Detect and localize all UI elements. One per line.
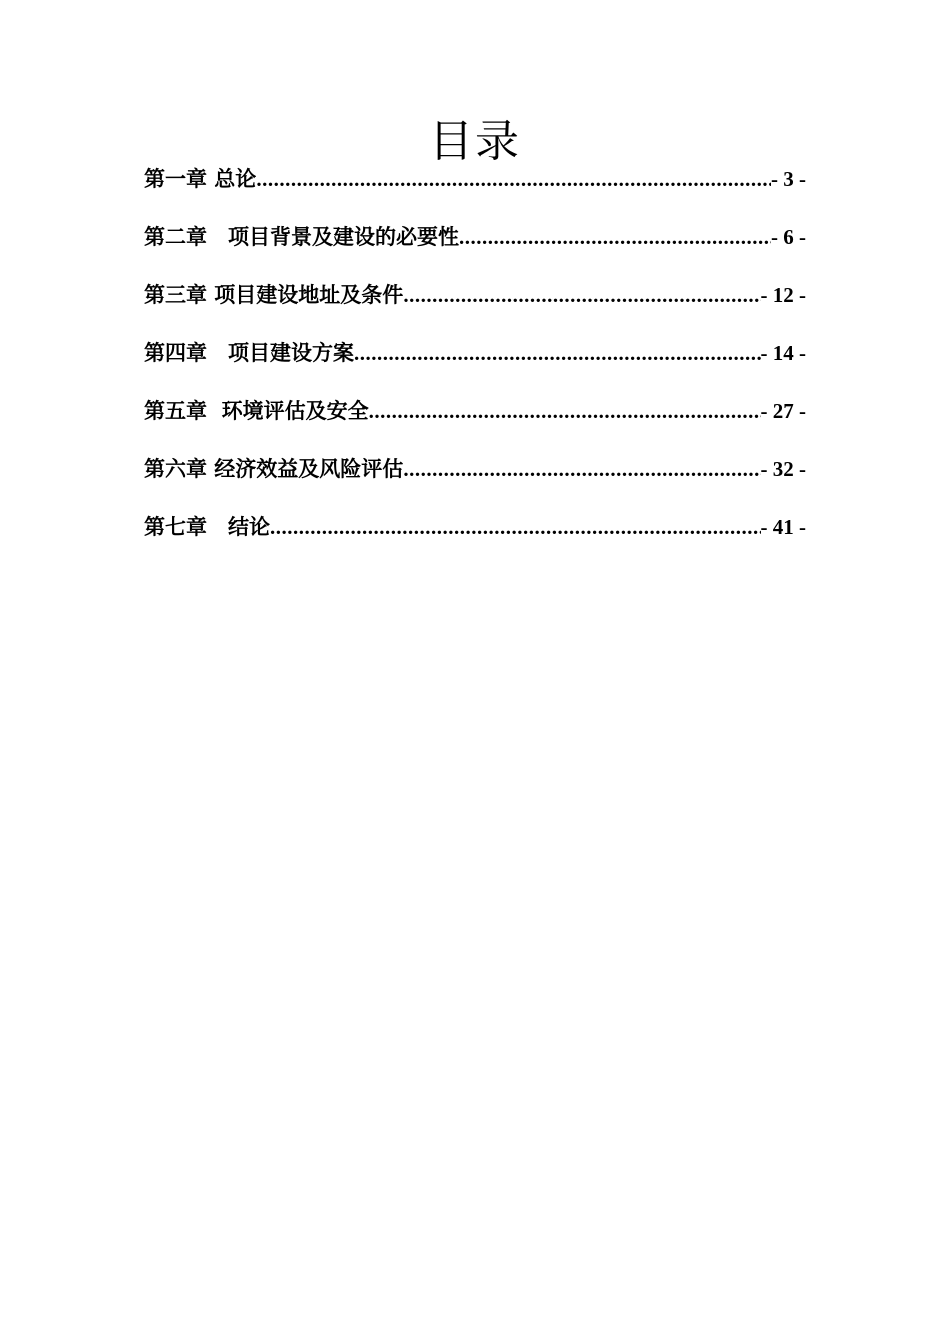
toc-entry-chapter-5[interactable] bbox=[144, 392, 806, 450]
toc-entry-chapter-3[interactable] bbox=[144, 276, 806, 334]
toc-entry-page: - 27 - bbox=[760, 399, 806, 423]
toc-entry-label: 第七章 结论 bbox=[144, 514, 270, 539]
toc-entry-chapter-6[interactable] bbox=[144, 450, 806, 508]
toc-title: 目录 bbox=[429, 116, 521, 167]
toc-entry-page: - 3 - bbox=[771, 167, 806, 191]
toc-entry-page: - 6 - bbox=[771, 225, 806, 249]
toc-dot-leader bbox=[403, 276, 760, 314]
toc-dot-leader bbox=[354, 334, 761, 372]
toc-entry-chapter-1[interactable] bbox=[144, 160, 806, 218]
toc-list bbox=[144, 160, 806, 566]
toc-entry-label: 第三章 项目建设地址及条件 bbox=[144, 282, 404, 307]
toc-entry-page: - 12 - bbox=[760, 283, 806, 307]
toc-dot-leader bbox=[369, 392, 761, 430]
toc-dot-leader bbox=[256, 160, 771, 198]
toc-entry-page: - 14 - bbox=[760, 341, 806, 365]
toc-entry-label: 第四章 项目建设方案 bbox=[144, 340, 354, 365]
toc-entry-chapter-7[interactable] bbox=[144, 508, 806, 566]
toc-entry-chapter-2[interactable] bbox=[144, 218, 806, 276]
toc-entry-chapter-4[interactable] bbox=[144, 334, 806, 392]
toc-entry-label: 第一章 总论 bbox=[144, 166, 257, 191]
toc-entry-label: 第五章 环境评估及安全 bbox=[144, 398, 369, 423]
toc-entry-page: - 32 - bbox=[760, 457, 806, 481]
toc-entry-label: 第二章 项目背景及建设的必要性 bbox=[144, 224, 459, 249]
toc-dot-leader bbox=[270, 508, 761, 546]
toc-entry-page: - 41 - bbox=[760, 515, 806, 539]
toc-entry-label: 第六章 经济效益及风险评估 bbox=[144, 456, 404, 481]
toc-dot-leader bbox=[403, 450, 760, 488]
toc-dot-leader bbox=[459, 218, 771, 256]
